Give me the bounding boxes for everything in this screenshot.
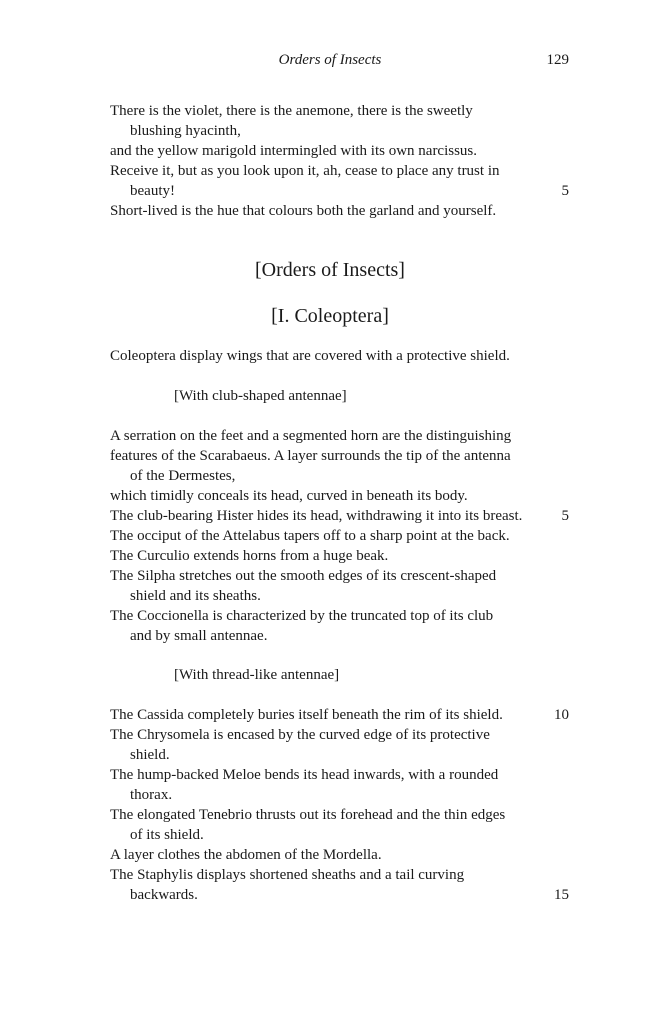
poem-line: and the yellow marigold intermingled with its own narcissus. <box>110 143 478 159</box>
club-antennae-heading: [With club-shaped antennae] <box>174 388 347 404</box>
line-number: 5 <box>561 183 569 199</box>
verse-line: The Staphylis displays shortened sheaths and a tail curving <box>110 867 465 883</box>
thread-antennae-heading: [With thread-like antennae] <box>174 667 340 683</box>
line-number: 5 <box>561 508 569 524</box>
verse-line: The Chrysomela is encased by the curved edge of its protective <box>110 727 490 743</box>
poem-line: There is the violet, there is the anemone, there is the sweetly <box>110 103 473 119</box>
poem-line: Short-lived is the hue that colours both the garland and yourself. <box>110 203 497 219</box>
page-number: 129 <box>546 52 569 68</box>
verse-line: The Cassida completely buries itself beneath the rim of its shield. <box>110 707 503 723</box>
verse-line: The Silpha stretches out the smooth edges of its crescent-shaped <box>110 568 497 584</box>
verse-line: The elongated Tenebrio thrusts out its forehead and the thin edges <box>110 807 506 823</box>
poem-line: Receive it, but as you look upon it, ah, cease to place any trust in <box>110 163 500 179</box>
section-title: [Orders of Insects] <box>255 259 405 281</box>
verse-line: A serration on the feet and a segmented horn are the distinguishing <box>110 428 512 444</box>
verse-line: backwards. <box>130 887 198 903</box>
running-title: Orders of Insects <box>278 52 382 68</box>
poem-line: blushing hyacinth, <box>130 123 241 139</box>
verse-line: A layer clothes the abdomen of the Mordella. <box>110 847 382 863</box>
intro-line: Coleoptera display wings that are covered with a protective shield. <box>110 348 510 364</box>
line-number: 10 <box>554 707 569 723</box>
verse-line: which timidly conceals its head, curved in beneath its body. <box>110 488 468 504</box>
verse-line: The occiput of the Attelabus tapers off to a sharp point at the back. <box>110 528 510 544</box>
running-head <box>0 52 650 72</box>
verse-line: The Curculio extends horns from a huge beak. <box>110 548 389 564</box>
verse-line: shield and its sheaths. <box>130 588 261 604</box>
poem-line: beauty! <box>130 183 175 199</box>
verse-line: of its shield. <box>130 827 204 843</box>
verse-line: The club-bearing Hister hides its head, withdrawing it into its breast. <box>110 508 523 524</box>
verse-line: of the Dermestes, <box>130 468 236 484</box>
verse-line: and by small antennae. <box>130 628 268 644</box>
verse-line: thorax. <box>130 787 173 803</box>
verse-line: The Coccionella is characterized by the truncated top of its club <box>110 608 494 624</box>
verse-line: shield. <box>130 747 170 763</box>
line-number: 15 <box>554 887 569 903</box>
verse-line: The hump-backed Meloe bends its head inwards, with a rounded <box>110 767 499 783</box>
section-subtitle: [I. Coleoptera] <box>271 305 389 327</box>
verse-line: features of the Scarabaeus. A layer surrounds the tip of the antenna <box>110 448 511 464</box>
